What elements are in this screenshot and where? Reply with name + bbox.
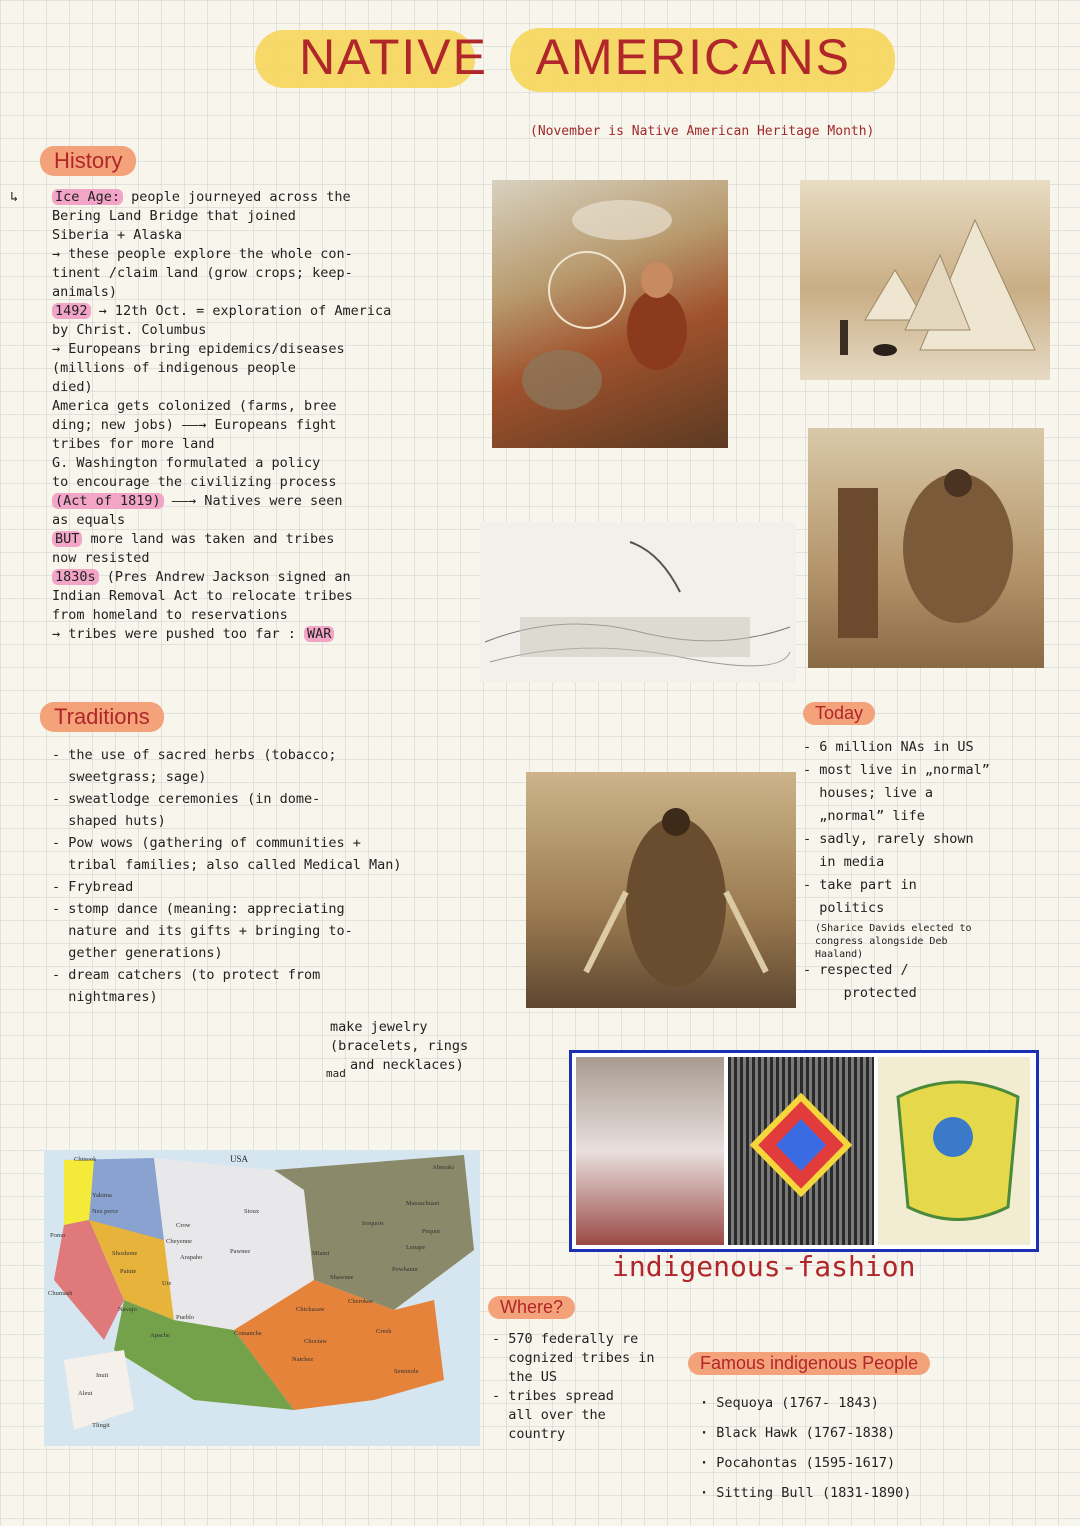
history-notes — [52, 188, 452, 644]
history-line-text: → Europeans bring epidemics/diseases — [52, 341, 345, 357]
person-years: (1595-1617) — [805, 1455, 896, 1471]
tribes-map — [44, 1150, 480, 1446]
subtitle: (November is Native American Heritage Month) — [530, 124, 875, 139]
map-label: Chumash — [48, 1290, 73, 1297]
history-line — [52, 188, 452, 207]
map-label: Tlingit — [92, 1422, 110, 1429]
history-arrow-icon: ↳ — [10, 189, 19, 205]
tradition-line: sweetgrass; sage) — [52, 769, 207, 785]
history-line-text: from homeland to reservations — [52, 607, 288, 623]
history-line — [52, 264, 452, 283]
map-label: Aleut — [78, 1390, 93, 1397]
history-line-text: Bering Land Bridge that joined — [52, 208, 296, 224]
page-title: NATIVE AMERICANS — [299, 29, 851, 85]
history-line — [52, 283, 452, 302]
history-line — [52, 530, 452, 549]
history-line-text: died) — [52, 379, 93, 395]
today-line: - respected / — [803, 962, 909, 978]
tradition-line: - Pow wows (gathering of communities + — [52, 835, 361, 851]
history-line — [52, 492, 452, 511]
person-name: Sequoya — [716, 1395, 782, 1411]
today-line: in media — [803, 854, 885, 870]
history-line — [52, 473, 452, 492]
teepee-photo — [800, 180, 1050, 380]
person-years: (1767-1838) — [805, 1425, 896, 1441]
history-line — [52, 568, 452, 587]
history-line — [52, 245, 452, 264]
history-line-text: America gets colonized (farms, bree — [52, 398, 337, 414]
history-line — [52, 625, 452, 644]
history-line — [52, 359, 452, 378]
history-line — [52, 416, 452, 435]
map-label: Yakima — [92, 1192, 112, 1199]
historical-sketch — [480, 522, 796, 682]
history-line — [52, 397, 452, 416]
history-line-text: (millions of indigenous people — [52, 360, 296, 376]
person-years: (1831-1890) — [821, 1485, 912, 1501]
fashion-dress-image — [576, 1057, 724, 1245]
today-line: - most live in „normal” — [803, 762, 990, 778]
history-line-text: tribes for more land — [52, 436, 215, 452]
history-line-text: ding; new jobs) ——→ Europeans fight — [52, 417, 337, 433]
history-line-text: ——→ Natives were seen — [163, 493, 343, 509]
person-name: Sitting Bull — [716, 1485, 822, 1501]
map-label: Cherokee — [348, 1298, 373, 1305]
traditions-notes — [52, 746, 512, 1010]
map-label: Abenaki — [432, 1164, 455, 1171]
where-notes — [492, 1330, 682, 1444]
where-line: cognized tribes in — [492, 1350, 655, 1366]
map-label: Pueblo — [176, 1314, 195, 1321]
map-label: Inuit — [96, 1372, 109, 1379]
history-line — [52, 226, 452, 245]
map-label: Chinook — [74, 1156, 97, 1163]
tradition-line: tribal families; also called Medical Man) — [52, 857, 402, 873]
map-label: Shoshone — [112, 1250, 138, 1257]
history-line — [52, 207, 452, 226]
pow-wow-dancers-photo — [808, 428, 1044, 668]
map-label: Chickasaw — [296, 1306, 325, 1313]
history-line-text: → tribes were pushed too far : — [52, 626, 304, 642]
famous-person — [700, 1478, 1050, 1508]
map-label: Paiute — [120, 1268, 137, 1275]
map-label: Pomo — [50, 1232, 66, 1239]
famous-heading: Famous indigenous People — [688, 1352, 930, 1375]
history-line-text: Siberia + Alaska — [52, 227, 183, 243]
map-label: Apache — [150, 1332, 170, 1339]
person-name: Pocahontas — [716, 1455, 806, 1471]
where-line: country — [492, 1426, 566, 1442]
today-line: (Sharice Davids elected to — [803, 923, 972, 934]
tradition-line: - stomp dance (meaning: appreciating — [52, 901, 345, 917]
tradition-line: shaped huts) — [52, 813, 166, 829]
highlight-mark: 1830s — [52, 569, 99, 585]
map-label: Creek — [376, 1328, 392, 1335]
tradition-line: gether generations) — [52, 945, 223, 961]
where-line: all over the — [492, 1407, 606, 1423]
map-label: Seminole — [394, 1368, 419, 1375]
today-line: Haaland) — [803, 949, 864, 960]
history-line-text: to encourage the civilizing process — [52, 474, 337, 490]
history-line — [52, 378, 452, 397]
history-line — [52, 454, 452, 473]
fashion-collage — [569, 1050, 1039, 1252]
history-line-text: by Christ. Columbus — [52, 322, 207, 338]
history-line — [52, 321, 452, 340]
highlight-mark: Ice Age: — [52, 189, 123, 205]
history-line-text: animals) — [52, 284, 118, 300]
fashion-label: indigenous-fashion — [612, 1250, 916, 1283]
history-line-text: more land was taken and tribes — [82, 531, 335, 547]
map-label: Shawnee — [330, 1274, 354, 1281]
history-line-text: Indian Removal Act to relocate tribes — [52, 588, 353, 604]
history-line-text: → 12th Oct. = exploration of America — [90, 303, 392, 319]
map-label: Lenape — [406, 1244, 426, 1251]
today-heading: Today — [803, 702, 875, 725]
history-line — [52, 302, 452, 321]
map-label: Cheyenne — [166, 1238, 192, 1245]
where-line: - 570 federally re — [492, 1331, 639, 1347]
history-line — [52, 587, 452, 606]
map-label: Iroquois — [362, 1220, 384, 1227]
jewelry-note: make jewelry (bracelets, rings and necklaces) mad — [326, 1019, 469, 1080]
history-heading: History — [40, 146, 136, 176]
history-line — [52, 549, 452, 568]
tradition-line: - the use of sacred herbs (tobacco; — [52, 747, 337, 763]
map-label: Nez perce — [92, 1208, 119, 1215]
map-title: USA — [230, 1154, 249, 1164]
history-line-text: tinent /claim land (grow crops; keep- — [52, 265, 353, 281]
map-label: Miami — [312, 1250, 330, 1257]
where-line: - tribes spread — [492, 1388, 614, 1404]
history-line-text: (Pres Andrew Jackson signed an — [98, 569, 351, 585]
famous-person — [700, 1388, 1050, 1418]
where-line: the US — [492, 1369, 558, 1385]
today-line: politics — [803, 900, 885, 916]
history-line — [52, 435, 452, 454]
today-line: - 6 million NAs in US — [803, 739, 974, 755]
stomp-dancer-photo — [526, 772, 796, 1008]
history-line — [52, 340, 452, 359]
fashion-beadwork-image — [728, 1057, 874, 1245]
tradition-line: - Frybread — [52, 879, 134, 895]
map-label: Pawnee — [230, 1248, 251, 1255]
dreamcatcher-painting — [492, 180, 728, 448]
tradition-line: - dream catchers (to protect from — [52, 967, 321, 983]
famous-person — [700, 1448, 1050, 1478]
highlight-mark: BUT — [52, 531, 82, 547]
map-label: Sioux — [244, 1208, 260, 1215]
today-line: congress alongside Deb — [803, 936, 948, 947]
map-label: Comanche — [234, 1330, 262, 1337]
history-line-text: people journeyed across the — [123, 189, 351, 205]
history-line-text: as equals — [52, 512, 126, 528]
today-line: protected — [803, 985, 917, 1001]
history-line-text: now resisted — [52, 550, 150, 566]
today-line: - take part in — [803, 877, 917, 893]
map-label: Ute — [162, 1280, 172, 1287]
history-line — [52, 606, 452, 625]
today-line: houses; live a — [803, 785, 934, 801]
history-line-text: → these people explore the whole con- — [52, 246, 353, 262]
tradition-line: - sweatlodge ceremonies (in dome- — [52, 791, 321, 807]
history-line-text: G. Washington formulated a policy — [52, 455, 321, 471]
map-label: Arapaho — [180, 1254, 203, 1261]
tradition-line: nightmares) — [52, 989, 158, 1005]
map-label: Natchez — [292, 1356, 314, 1363]
traditions-heading: Traditions — [40, 702, 164, 732]
title-block — [255, 22, 895, 92]
today-notes — [803, 738, 1043, 1007]
today-line: „normal” life — [803, 808, 925, 824]
where-heading: Where? — [488, 1296, 575, 1319]
today-line: - sadly, rarely shown — [803, 831, 974, 847]
highlight-mark: 1492 — [52, 303, 91, 319]
map-label: Navajo — [118, 1306, 137, 1313]
tradition-line: nature and its gifts + bringing to- — [52, 923, 353, 939]
person-name: Black Hawk — [716, 1425, 806, 1441]
fashion-cuff-image — [878, 1057, 1030, 1245]
map-label: Powhatan — [392, 1266, 418, 1273]
map-label: Pequot — [422, 1228, 441, 1235]
map-label: Massachuset — [406, 1200, 440, 1207]
history-line — [52, 511, 452, 530]
person-years: (1767- 1843) — [781, 1395, 879, 1411]
map-label: Choctaw — [304, 1338, 328, 1345]
famous-people-list — [700, 1388, 1050, 1508]
famous-person — [700, 1418, 1050, 1448]
highlight-mark: (Act of 1819) — [52, 493, 164, 509]
highlight-mark: WAR — [304, 626, 334, 642]
map-label: Crow — [176, 1222, 191, 1229]
